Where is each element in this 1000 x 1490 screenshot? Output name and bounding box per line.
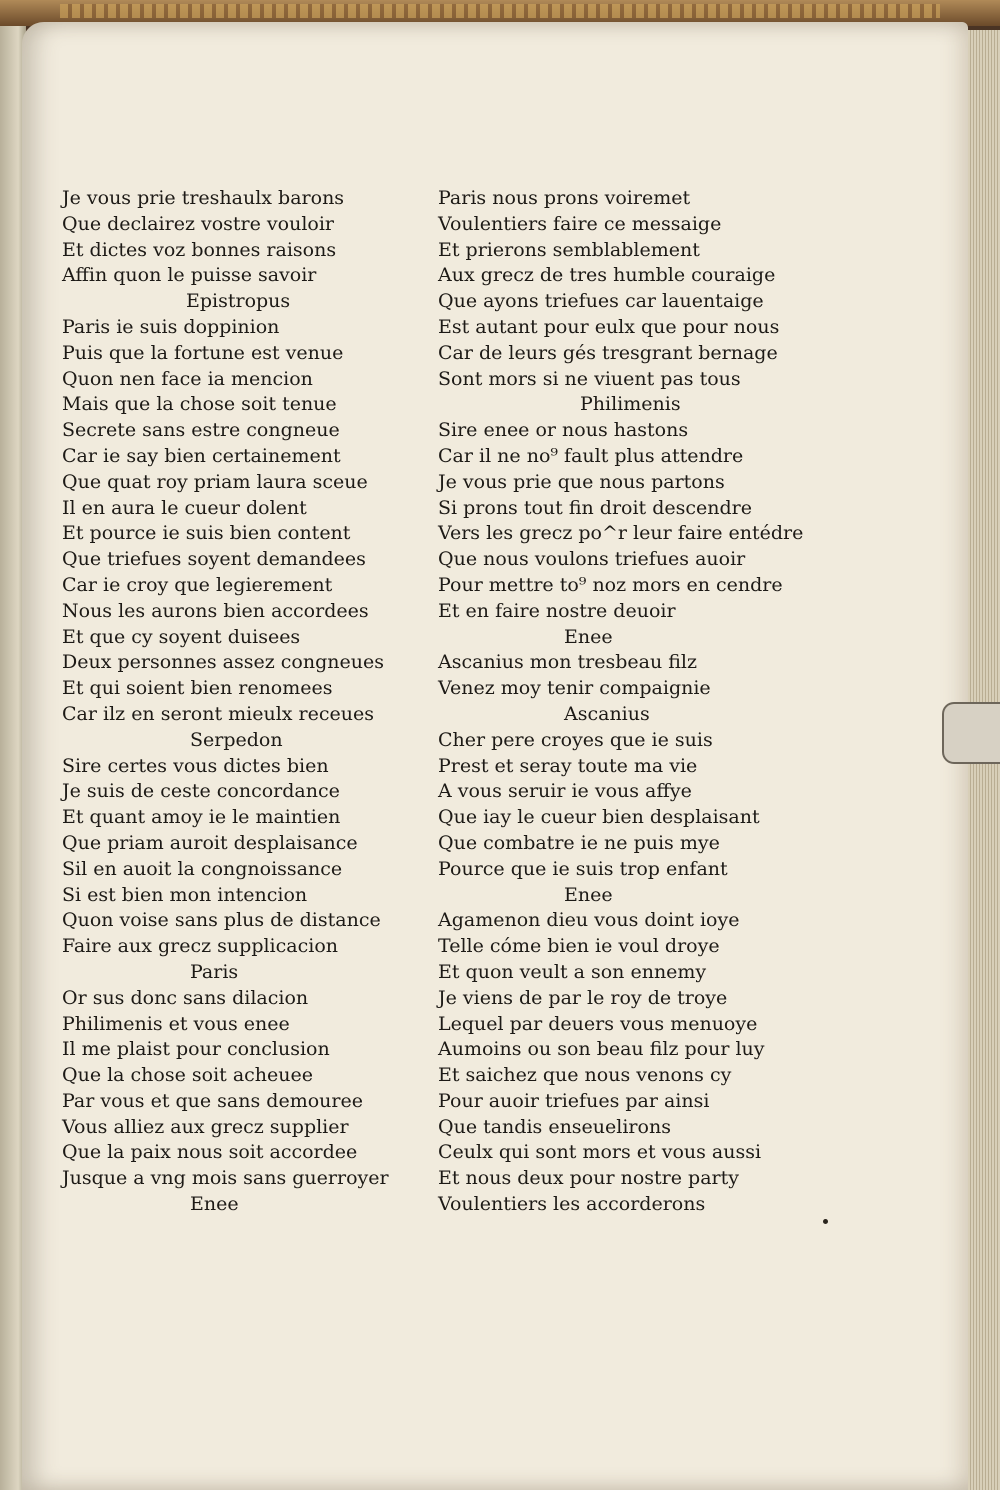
verse-line: Par vous et que sans demouree bbox=[62, 1089, 363, 1112]
verse-line: Que priam auroit desplaisance bbox=[62, 831, 358, 854]
verse-line: Je vous prie que nous partons bbox=[438, 470, 725, 493]
verse-line: Et en faire nostre deuoir bbox=[438, 599, 676, 622]
verse-line: Jusque a vng mois sans guerroyer bbox=[62, 1167, 389, 1190]
verse-line: Sire certes vous dictes bien bbox=[62, 754, 329, 777]
verse-line: Et quant amoy ie le maintien bbox=[62, 806, 341, 829]
verse-line: Venez moy tenir compaignie bbox=[438, 677, 711, 700]
verse-line: Secrete sans estre congneue bbox=[62, 419, 340, 442]
verse-line: Cher pere croyes que ie suis bbox=[438, 728, 713, 751]
verse-line: Pour auoir triefues par ainsi bbox=[438, 1089, 710, 1112]
verse-line: Faire aux grecz supplicacion bbox=[62, 935, 338, 958]
verse-line: Mais que la chose soit tenue bbox=[62, 393, 337, 416]
verse-line: Que quat roy priam laura sceue bbox=[62, 470, 368, 493]
speaker-name: Enee bbox=[564, 625, 613, 648]
verse-line: Que tandis enseuelirons bbox=[438, 1115, 671, 1138]
verse-line: Et saichez que nous venons cy bbox=[438, 1064, 732, 1087]
verse-line: Et dictes voz bonnes raisons bbox=[62, 238, 337, 261]
gilt-decoration bbox=[60, 4, 940, 18]
verse-line: Il en aura le cueur dolent bbox=[62, 496, 307, 519]
verse-line: Et prierons semblablement bbox=[438, 238, 700, 261]
verse-line: Sil en auoit la congnoissance bbox=[62, 857, 343, 880]
speaker-name: Enee bbox=[564, 883, 613, 906]
verse-line: Agamenon dieu vous doint ioye bbox=[438, 909, 740, 932]
verse-line: Prest et seray toute ma vie bbox=[438, 754, 698, 777]
verse-line: Ascanius mon tresbeau filz bbox=[438, 651, 697, 674]
verse-line: Car de leurs gés tresgrant bernage bbox=[438, 341, 778, 364]
verse-line: Paris ie suis doppinion bbox=[62, 315, 280, 338]
verse-line: Voulentiers faire ce messaige bbox=[438, 212, 722, 235]
verse-line: Je suis de ceste concordance bbox=[62, 780, 340, 803]
speaker-name: Epistropus bbox=[186, 290, 291, 313]
verse-line: Que declairez vostre vouloir bbox=[62, 212, 335, 235]
verse-line: Puis que la fortune est venue bbox=[62, 341, 344, 364]
verse-line: Que triefues soyent demandees bbox=[62, 548, 366, 571]
verse-line: Paris nous prons voiremet bbox=[438, 187, 691, 209]
verse-line: Car ie croy que legierement bbox=[62, 573, 333, 596]
verse-line: A vous seruir ie vous affye bbox=[438, 780, 692, 803]
verse-line: Affin quon le puisse savoir bbox=[62, 264, 317, 287]
verse-line: Car il ne no⁹ fault plus attendre bbox=[438, 444, 744, 467]
verse-line: Que ayons triefues car lauentaige bbox=[438, 290, 764, 313]
verse-line: Et quon veult a son ennemy bbox=[438, 960, 707, 983]
verse-line: Si est bien mon intencion bbox=[62, 883, 308, 906]
verse-line: Que la chose soit acheuee bbox=[62, 1064, 314, 1087]
text-column-right bbox=[438, 186, 838, 1218]
verse-line: Je viens de par le roy de troye bbox=[438, 986, 728, 1009]
speaker-name: Serpedon bbox=[190, 728, 283, 751]
verse-line: Vous alliez aux grecz supplier bbox=[62, 1115, 349, 1138]
verse-line: Nous les aurons bien accordees bbox=[62, 599, 369, 622]
verse-line: Sont mors si ne viuent pas tous bbox=[438, 367, 741, 390]
verse-line: Vers les grecz po^r leur faire entédre bbox=[438, 522, 804, 545]
verse-line: Aux grecz de tres humble couraige bbox=[438, 264, 776, 287]
verse-line: Et qui soient bien renomees bbox=[62, 677, 333, 700]
verse-line: Pource que ie suis trop enfant bbox=[438, 857, 728, 880]
verse-line: Est autant pour eulx que pour nous bbox=[438, 315, 780, 338]
verse-line: Que la paix nous soit accordee bbox=[62, 1141, 358, 1164]
verse-line: Ceulx qui sont mors et vous aussi bbox=[438, 1141, 762, 1164]
verse-line: Philimenis et vous enee bbox=[62, 1012, 290, 1035]
verse-line: Il me plaist pour conclusion bbox=[62, 1038, 330, 1061]
verse-line: Pour mettre to⁹ noz mors en cendre bbox=[438, 573, 783, 596]
speaker-name: Philimenis bbox=[580, 393, 681, 416]
verse-line: Et que cy soyent duisees bbox=[62, 625, 301, 648]
ink-dot bbox=[823, 1219, 828, 1224]
verse-line: Et pource ie suis bien content bbox=[62, 522, 351, 545]
verse-line: Telle cóme bien ie voul droye bbox=[438, 935, 720, 958]
verse-line: Quon voise sans plus de distance bbox=[62, 909, 381, 932]
verse-line: Aumoins ou son beau filz pour luy bbox=[438, 1038, 765, 1061]
verse-line: Que nous voulons triefues auoir bbox=[438, 548, 746, 571]
text-column-left bbox=[62, 186, 462, 1218]
verse-line: Et nous deux pour nostre party bbox=[438, 1167, 739, 1190]
verse-line: Car ie say bien certainement bbox=[62, 444, 341, 467]
verse-line: Sire enee or nous hastons bbox=[438, 419, 689, 442]
verse-line: Lequel par deuers vous menuoye bbox=[438, 1012, 758, 1035]
verse-line: Que combatre ie ne puis mye bbox=[438, 831, 720, 854]
verse-line: Quon nen face ia mencion bbox=[62, 367, 313, 390]
verse-line: Car ilz en seront mieulx receues bbox=[62, 702, 374, 725]
page-tab-marker bbox=[942, 702, 1000, 764]
speaker-name: Ascanius bbox=[564, 702, 650, 725]
verse-line: Que iay le cueur bien desplaisant bbox=[438, 806, 760, 829]
verse-line: Or sus donc sans dilacion bbox=[62, 986, 309, 1009]
verse-line: Je vous prie treshaulx barons bbox=[62, 187, 345, 209]
verse-line: Voulentiers les accorderons bbox=[438, 1193, 706, 1216]
verse-line: Si prons tout fin droit descendre bbox=[438, 496, 752, 519]
speaker-name: Paris bbox=[190, 960, 239, 983]
verse-line: Deux personnes assez congneues bbox=[62, 651, 384, 674]
speaker-name: Enee bbox=[190, 1193, 239, 1216]
